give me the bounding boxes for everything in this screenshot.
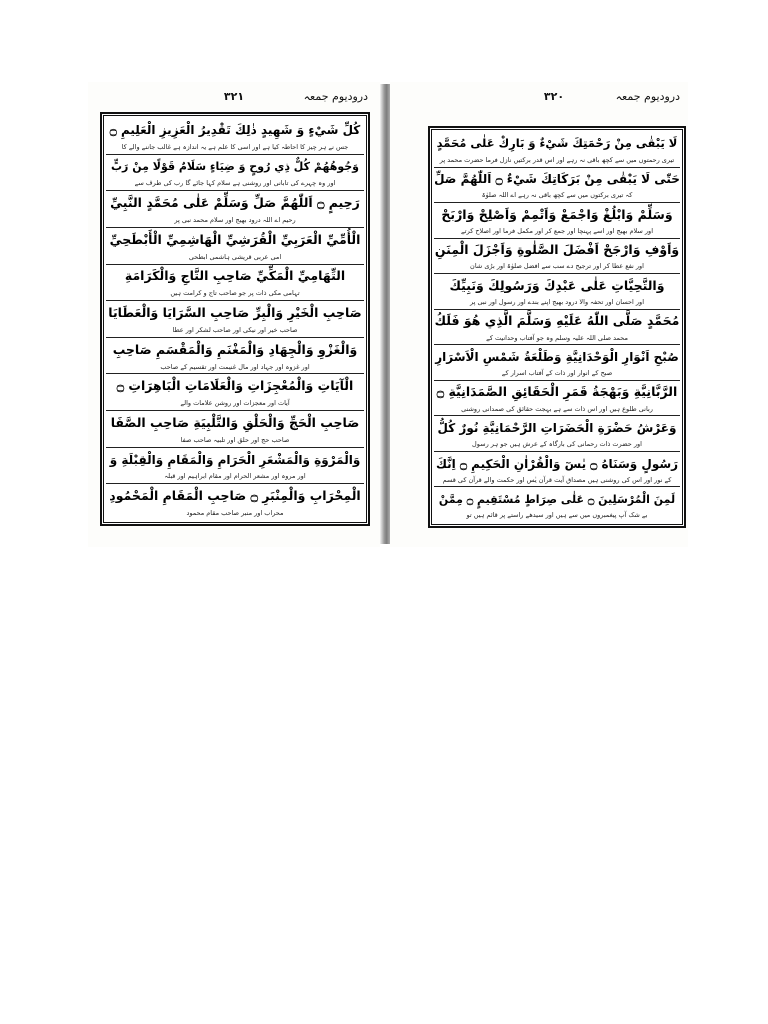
urdu-translation-line: اور سلام بھیج اور اسے پہنچا اور جمع کر اور مکمل فرما اور اصلاح کرتے xyxy=(461,226,653,235)
arabic-verse-line: التِّهَامِيِّ الْمَكِّيِّ صَاحِبِ التَّاجِ وَالْكَرَامَةِ xyxy=(124,268,346,284)
arabic-verse-line: وَالْغَزْوِ وَالْجِهَادِ وَالْمَغْنَمِ وَالْمَقْسَمِ صَاحِبِ xyxy=(112,341,358,357)
right-running-head: درودیوم جمعہ xyxy=(615,90,680,103)
arabic-verse-line: رَحِيمٍ ۝ اَللّٰهُمَّ صَلِّ وَسَلِّمْ عَلٰى مُحَمَّدٍ النَّبِيِّ xyxy=(110,195,360,211)
arabic-verse-line: وَالتَّحِيَّاتِ عَلٰى عَبْدِكَ وَرَسُولِكَ وَنَبِيِّكَ xyxy=(449,277,665,293)
text-row xyxy=(106,301,364,338)
urdu-translation-line: امی عربی قریشی ہاشمی ابطحی xyxy=(188,252,282,261)
urdu-translation-line: اور غزوہ اور جہاد اور مال غنیمت اور تقسیم کے صاحب xyxy=(160,362,310,371)
text-row xyxy=(434,452,680,488)
text-row xyxy=(106,118,364,155)
text-row xyxy=(106,448,364,485)
left-page-header xyxy=(100,90,368,106)
right-text-rows xyxy=(434,132,680,522)
text-row xyxy=(106,338,364,375)
arabic-verse-line: الْآيَاتِ وَالْمُعْجِزَاتِ وَالْعَلَامَاتِ الْبَاهِرَاتِ ۝ xyxy=(116,378,354,394)
text-row xyxy=(434,310,680,346)
right-page-number: ۳۲۰ xyxy=(543,90,565,103)
arabic-verse-line: وَجُوهُهُمْ كُلٌّ ذِي رُوحٍ وَ ضِيَاءٍ سَلَامٌ قَوْلًا مِنْ رَبٍّ xyxy=(111,160,360,174)
urdu-translation-line: صبح کے انوار اور ذات کے آفتاب اسرار کے xyxy=(501,369,613,378)
urdu-translation-line: اور مروہ اور مشعر الحرام اور مقام ابراہیم اور قبلہ xyxy=(164,472,306,481)
urdu-translation-line: محراب اور منبر صاحب مقام محمود xyxy=(186,509,284,518)
urdu-translation-line: اور نفع عطا کر اور ترجیح دے سب سے افضل صلوٰۃ اور بڑی شان xyxy=(470,262,644,271)
left-page-number: ۳۲۱ xyxy=(223,90,245,103)
urdu-translation-line: رحیم اے اللہ درود بھیج اور سلام محمد نبی پر xyxy=(174,215,296,224)
right-page-header xyxy=(428,90,680,106)
arabic-verse-line: رَسُولٍ وَسَنَاهُ ۝ يٰسٓ وَالْقُرْاٰنِ الْحَكِيمِ ۝ اِنَّكَ xyxy=(435,456,679,471)
text-row xyxy=(106,155,364,192)
arabic-verse-line: وَاَوْفِ وَارْجَحْ اَفْضَلَ الصَّلٰوةِ وَاَجْزَلَ الْمِنَنِ xyxy=(434,242,680,258)
text-row xyxy=(434,345,680,381)
urdu-translation-line: اور احسان اور تحفہ والا درود بھیج اپنے بندے اور رسول اور نبی پر xyxy=(470,297,644,306)
left-text-rows xyxy=(106,118,364,520)
text-row xyxy=(106,265,364,302)
text-row xyxy=(434,132,680,168)
urdu-translation-line: اور حضرت ذات رحمانی کی بارگاہ کے عرش ہیں جو ہر رسول xyxy=(472,440,642,449)
urdu-translation-line: بے شک آپ پیغمبروں میں سے ہیں اور سیدھے راستے پر قائم ہیں تو xyxy=(466,511,648,520)
text-row xyxy=(434,239,680,275)
urdu-translation-line: کے نور اور اس کی روشنی ہیں مصداق آیت قرآن یٰس اور حکمت والے قرآن کی قسم xyxy=(442,475,672,484)
urdu-translation-line: کہ تیری برکتوں میں سے کچھ باقی نہ رہے اے اللہ صلوٰۃ xyxy=(481,191,633,200)
text-row xyxy=(434,203,680,239)
arabic-verse-line: لَا يَبْقٰى مِنْ رَحْمَتِكَ شَيْءٌ وَ بَارِكْ عَلٰى مُحَمَّدٍ xyxy=(436,135,678,150)
urdu-translation-line: اور وہ چہرے کی تابانی اور روشنی ہے سلام کہا جائے گا رب کی طرف سے xyxy=(134,179,336,188)
arabic-verse-line: حَتّٰى لَا يَبْقٰى مِنْ بَرَكَاتِكَ شَيْءٌ ۝ اَللّٰهُمَّ صَلِّ xyxy=(434,172,680,187)
text-row xyxy=(106,191,364,228)
text-row xyxy=(434,487,680,522)
text-row xyxy=(106,484,364,520)
urdu-translation-line: صاحب حج اور حلق اور تلبیہ صاحب صفا xyxy=(180,435,290,444)
right-page xyxy=(390,82,688,547)
left-text-frame xyxy=(100,112,370,526)
arabic-verse-line: مُحَمَّدٍ صَلَّى اللّٰهُ عَلَيْهِ وَسَلَّمَ الَّذِي هُوَ فَلَكُ xyxy=(434,313,680,329)
text-row xyxy=(106,228,364,265)
arabic-verse-line: لَمِنَ الْمُرْسَلِينَ ۝ عَلٰى صِرَاطٍ مُسْتَقِيمٍ ۝ مِمَّنْ xyxy=(438,492,676,506)
urdu-translation-line: جس نے ہر چیز کا احاطہ کیا ہے اور اسی کا علم ہے یہ اندازہ ہے غالب جاننے والے کا xyxy=(121,142,349,151)
text-row xyxy=(434,168,680,204)
arabic-verse-line: وَعَرْشُ حَضْرَةِ الْحَضَرَاتِ الرَّحْمَانِيَّةِ نُورٌ كُلُّ xyxy=(437,421,677,436)
left-running-head: درودیوم جمعہ xyxy=(303,90,368,103)
urdu-translation-line: تیری رحمتوں میں سے کچھ باقی نہ رہے اور اس قدر برکتیں نازل فرما حضرت محمد پر xyxy=(439,155,675,164)
left-page xyxy=(88,82,380,547)
urdu-translation-line: آیات اور معجزات اور روشن علامات والے xyxy=(180,399,290,408)
urdu-translation-line: ربانی طلوع ہیں اور اس ذات سے ہے بہجت حقائق کی صمدانی روشنی xyxy=(461,404,653,413)
text-row xyxy=(434,381,680,417)
arabic-verse-line: الْأُمِّيِّ الْعَرَبِيِّ الْقُرَشِيِّ الْهَاشِمِيِّ الْأَبْطَحِيِّ xyxy=(109,231,361,247)
text-row xyxy=(106,411,364,448)
text-row xyxy=(434,416,680,452)
arabic-verse-line: كُلِّ شَيْءٍ وَ شَهِيدٍ ذٰلِكَ تَقْدِيرُ الْعَزِيزِ الْعَلِيمِ ۝ xyxy=(109,123,361,138)
text-row xyxy=(106,374,364,411)
urdu-translation-line: صاحب خیر اور نیکی اور صاحب لشکر اور عطا xyxy=(172,325,298,334)
urdu-translation-line: محمد صلی اللہ علیہ وسلم وہ جو آفتاب وحدانیت کے xyxy=(486,333,628,342)
urdu-translation-line: تہامی مکی ذات پر جو صاحب تاج و کرامت ہیں xyxy=(170,289,300,298)
book-spread xyxy=(88,82,688,547)
text-row xyxy=(434,274,680,310)
arabic-verse-line: صَاحِبِ الْخَيْرِ وَالْبِرِّ صَاحِبِ السَّرَايَا وَالْعَطَايَا xyxy=(108,305,362,321)
arabic-verse-line: الْمِحْرَابِ وَالْمِنْبَرِ ۝ صَاحِبِ الْمَقَامِ الْمَحْمُودِ xyxy=(109,488,361,504)
arabic-verse-line: صَاحِبِ الْحَجِّ وَالْحَلْقِ وَالتَّلْبِيَةِ صَاحِبِ الصَّفَا xyxy=(110,414,360,430)
arabic-verse-line: وَالْمَرْوَةِ وَالْمَشْعَرِ الْحَرَامِ وَالْمَقَامِ وَالْقِبْلَةِ وَ xyxy=(109,452,361,467)
right-text-frame xyxy=(428,126,686,528)
arabic-verse-line: الرَّبَّانِيَّةِ وَبَهْجَةُ قَمَرِ الْحَقَائِقِ الصَّمَدَانِيَّةِ ۝ xyxy=(436,384,678,400)
arabic-verse-line: صُبْحِ اَنْوَارِ الْوَحْدَانِيَّةِ وَطَلْعَةُ شَمْسِ الْاَسْرَارِ xyxy=(435,350,679,365)
arabic-verse-line: وَسَلِّمْ وَابْلُغْ وَاجْمَعْ وَاَتْمِمْ وَاَصْلِحْ وَارْبَحْ xyxy=(441,206,673,222)
